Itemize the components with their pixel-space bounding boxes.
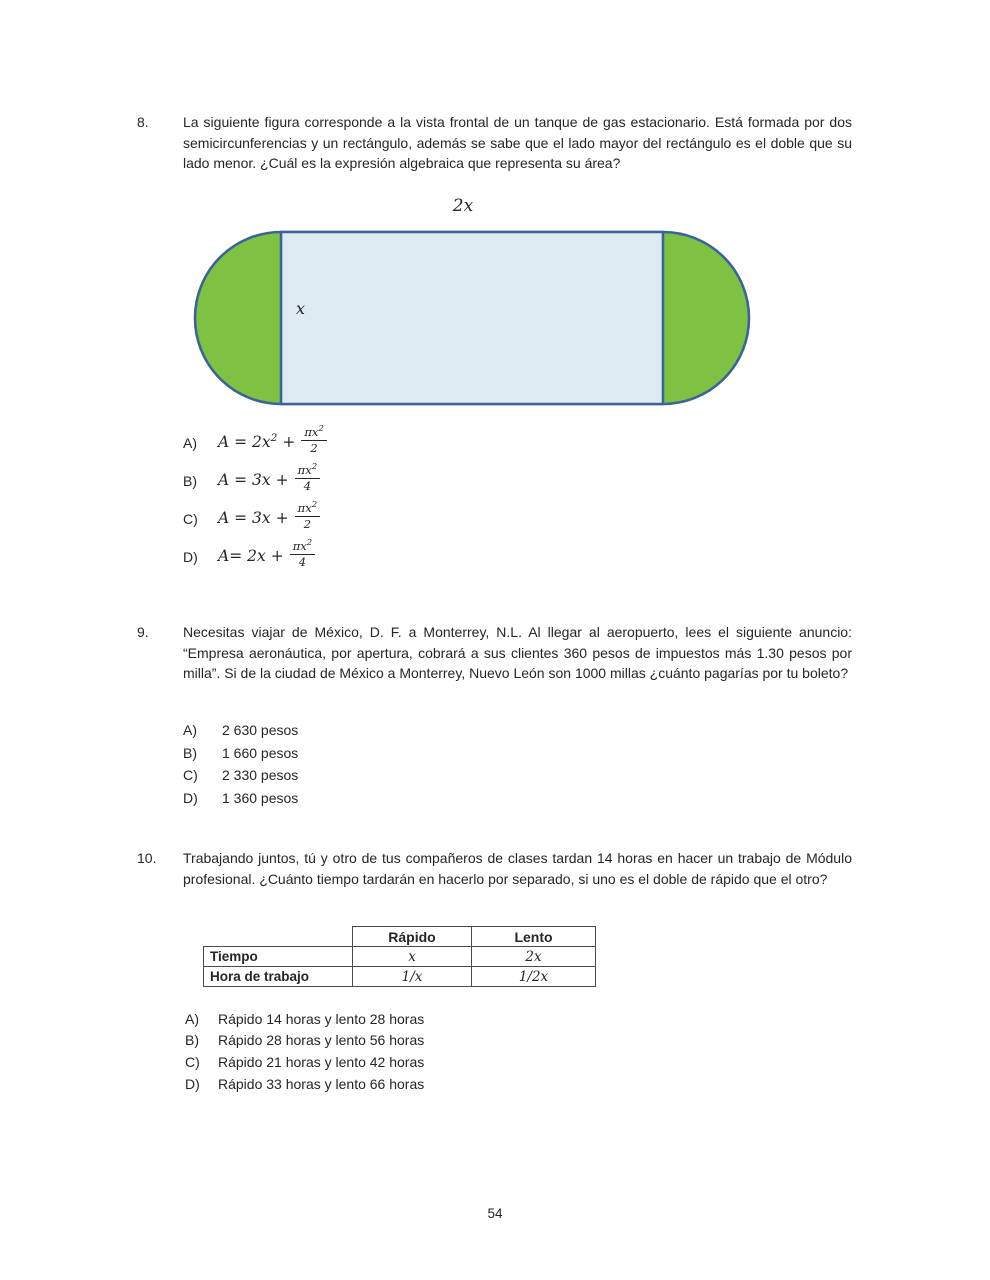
table-cell-tiempo-lento: 2x: [472, 947, 596, 967]
option-8b: [183, 462, 327, 500]
option-8c-letter: C): [183, 511, 198, 527]
option-9d: [183, 787, 298, 810]
table-cell-hora-rapido: 1/x: [353, 967, 472, 987]
question-8-text: La siguiente figura corresponde a la vista frontal de un tanque de gas estacionario. Está formada por dos semicircunferencias y un rectángulo, además se sabe que el lado mayor del rectángulo es el doble que su lado menor. ¿Cuál es la expresión algebraica que representa su área?: [183, 114, 852, 172]
option-8b-formula: A = 3x + $\frac{\pi x^2}{4}$: [218, 466, 320, 496]
option-8a-formula: $A = 2x^2$ + $\frac{\pi x^2}{2}$: [218, 428, 327, 458]
table-cell-hora-lento: 1/2x: [472, 967, 596, 987]
page-number: 54: [487, 1206, 503, 1221]
option-8d-letter: D): [183, 549, 198, 565]
option-8d-formula: A= 2x + $\frac{\pi x^2}{4}$: [218, 542, 315, 572]
table-header-row: [204, 927, 596, 947]
option-9a: [183, 719, 298, 742]
table-row-hora-de-trabajo: [204, 967, 596, 987]
option-10b-letter: B): [185, 1032, 199, 1049]
option-10c-letter: C): [185, 1053, 200, 1070]
question-9-text: Necesitas viajar de México, D. F. a Monterrey, N.L. Al llegar al aeropuerto, lees el siguiente anuncio: “Empresa aeronáutica, por apertura, cobrará a sus clientes 360 pesos de impuestos más 1.30 pesos por milla”. Si de la ciudad de México a Monterrey, Nuevo León son 1000 millas ¿cuánto pagarías por tu boleto?: [183, 624, 852, 682]
option-10d-text: Rápido 33 horas y lento 66 horas: [218, 1075, 425, 1092]
option-9c-text: 2 330 pesos: [222, 767, 299, 784]
table-cell-tiempo-rapido: x: [353, 947, 472, 967]
option-9b-letter: B): [183, 744, 197, 761]
question-8-number: 8.: [137, 114, 149, 130]
option-8a-letter: A): [183, 435, 197, 451]
table-row-header-hora-de-trabajo: Hora de trabajo: [204, 967, 353, 987]
option-10d: [185, 1073, 424, 1095]
table-row-header-tiempo: Tiempo: [204, 947, 353, 967]
option-8c: [183, 500, 327, 538]
option-9a-text: 2 630 pesos: [222, 722, 299, 739]
question-9: [137, 622, 852, 684]
option-10c-text: Rápido 21 horas y lento 42 horas: [218, 1053, 425, 1070]
option-10a-text: Rápido 14 horas y lento 28 horas: [218, 1010, 425, 1027]
option-8a: [183, 424, 327, 462]
tank-rectangle-body: [281, 232, 663, 404]
option-10b: [185, 1030, 424, 1052]
work-rate-table: [203, 926, 596, 987]
question-10-text: Trabajando juntos, tú y otro de tus compañeros de clases tardan 14 horas en hacer un trabajo de Módulo profesional. ¿Cuánto tiempo tardarán en hacerlo por separado, si uno es el doble de rápido que el otro?: [183, 850, 852, 887]
question-9-options: [183, 719, 298, 809]
question-10-number: 10.: [137, 850, 157, 866]
table-col-header-rapido: Rápido: [353, 927, 472, 947]
option-9b-text: 1 660 pesos: [222, 744, 299, 761]
table-row-tiempo: [204, 947, 596, 967]
figure-width-label: 2x: [452, 196, 474, 216]
option-10a: [185, 1008, 424, 1030]
question-8-options: [183, 424, 327, 576]
table-col-header-lento: Lento: [472, 927, 596, 947]
option-10c: [185, 1051, 424, 1073]
option-9c-letter: C): [183, 767, 198, 784]
figure-height-label: x: [296, 299, 306, 318]
table-empty-corner-cell: [204, 927, 353, 947]
option-9b: [183, 742, 298, 765]
option-9c: [183, 764, 298, 787]
option-10d-letter: D): [185, 1075, 200, 1092]
question-8: [137, 112, 852, 174]
option-8d: [183, 538, 327, 576]
tank-figure: [190, 224, 760, 412]
option-9d-letter: D): [183, 789, 198, 806]
option-9d-text: 1 360 pesos: [222, 789, 299, 806]
option-10b-text: Rápido 28 horas y lento 56 horas: [218, 1032, 425, 1049]
option-8c-formula: A = 3x + $\frac{\pi x^2}{2}$: [218, 504, 320, 534]
option-8b-letter: B): [183, 473, 197, 489]
option-10a-letter: A): [185, 1010, 199, 1027]
option-9a-letter: A): [183, 722, 197, 739]
question-10: [137, 848, 852, 889]
question-9-number: 9.: [137, 624, 149, 640]
question-10-options: [185, 1008, 424, 1094]
